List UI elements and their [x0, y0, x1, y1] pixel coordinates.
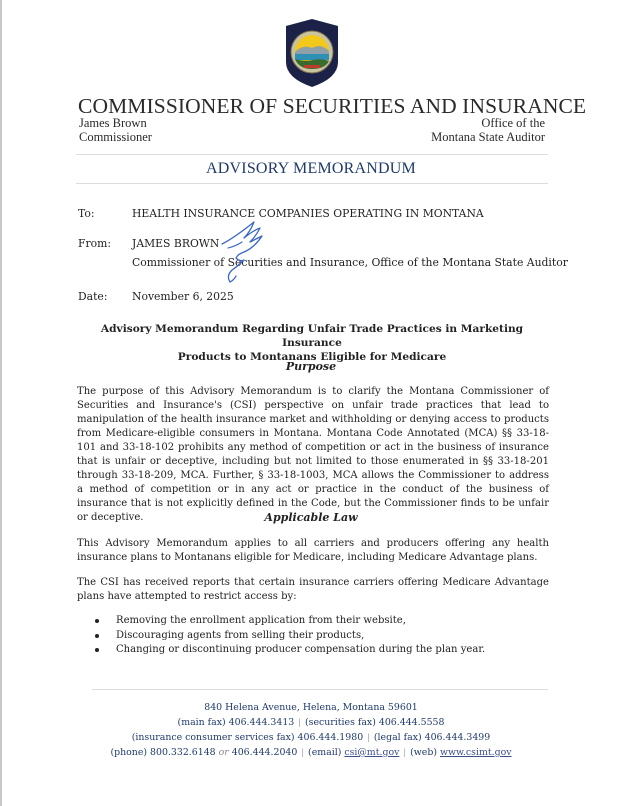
footer-address: 840 Helena Avenue, Helena, Montana 59601	[204, 702, 418, 713]
header-divider-top	[76, 154, 548, 155]
phone-label: (phone)	[110, 747, 148, 758]
montana-state-seal-icon	[283, 18, 341, 88]
subject-line-1: Advisory Memorandum Regarding Unfair Trade Practices in Marketing Insurance	[100, 323, 524, 349]
separator: |	[301, 748, 305, 757]
bullet-icon	[95, 648, 99, 652]
website-link[interactable]: www.csimt.gov	[439, 747, 512, 758]
or-text: or	[218, 747, 229, 758]
web-label: (web)	[410, 747, 437, 758]
document-type-title: ADVISORY MEMORANDUM	[206, 160, 416, 177]
bullet-icon	[95, 634, 99, 638]
footer-divider	[92, 689, 548, 690]
list-item: Changing or discontinuing producer compensation during the plan year.	[95, 643, 485, 658]
from-label: From:	[78, 237, 112, 250]
footer-fax-line-1	[2, 715, 618, 730]
separator: |	[367, 733, 370, 742]
email-label: (email)	[308, 747, 342, 758]
restricted-access-list	[95, 614, 485, 658]
date-value: November 6, 2025	[132, 290, 234, 303]
header-divider-bottom	[76, 183, 548, 184]
handwritten-signature-icon	[220, 218, 282, 286]
phone-number-1: 800.332.6148	[150, 747, 216, 758]
commissioner-role: Commissioner	[79, 130, 152, 144]
list-item: Removing the enrollment application from their website,	[95, 614, 485, 629]
footer-contact	[2, 700, 618, 760]
email-link[interactable]: csi@mt.gov	[344, 747, 400, 758]
bullet-icon	[95, 619, 99, 623]
office-line-1: Office of the	[481, 116, 545, 130]
applicable-law-paragraph-2: The CSI has received reports that certain insurance carriers offering Medicare Advantage plans have attempted to restrict access by:	[77, 577, 549, 602]
office-block	[431, 116, 545, 144]
date-label: Date:	[78, 290, 108, 303]
subject-line-2: Products to Montanans Eligible for Medicare	[177, 351, 447, 363]
footer-fax-line-2	[2, 730, 618, 745]
separator: |	[403, 748, 407, 757]
main-fax: (main fax) 406.444.3413	[177, 717, 295, 728]
footer-contact-line	[2, 745, 618, 760]
legal-fax: (legal fax) 406.444.3499	[373, 732, 491, 743]
memo-subject	[72, 322, 552, 364]
agency-title: COMMISSIONER OF SECURITIES AND INSURANCE	[78, 94, 587, 118]
securities-fax: (securities fax) 406.444.5558	[304, 717, 445, 728]
from-name: JAMES BROWN	[132, 237, 220, 250]
consumer-services-fax: (insurance consumer services fax) 406.444.1980	[131, 732, 364, 743]
commissioner-name: James Brown	[79, 116, 147, 130]
to-value: HEALTH INSURANCE COMPANIES OPERATING IN MONTANA	[132, 207, 484, 220]
commissioner-block	[79, 116, 152, 144]
phone-number-2: 406.444.2040	[231, 747, 298, 758]
list-item: Discouraging agents from selling their products,	[95, 629, 485, 644]
applicable-law-heading: Applicable Law	[264, 511, 358, 524]
purpose-heading: Purpose	[285, 360, 337, 373]
purpose-paragraph: The purpose of this Advisory Memorandum is to clarify the Montana Commissioner of Securities and Insurance's (CSI) perspective on unfair trade practices that lead to manipulation of the health insurance market and withholding or denying access to products from Medicare-eligible consumers in Montana. Montana Code Annotated (MCA) §§ 33-18-101 and 33-18-102 prohibits any method of competition or act in the business of insurance that is unfair or deceptive, including but not limited to those enumerated in §§ 33-18-201 through 33-18-209, MCA. Further, § 33-18-1003, MCA allows the Commissioner to address a method of competition or in any act or practice in the conduct of the business of insurance that is not explicitly defined in the Code, but the Commissioner finds to be unfair or deceptive.	[77, 386, 549, 523]
separator: |	[298, 718, 301, 727]
from-title: Commissioner of Securities and Insurance, Office of the Montana State Auditor	[132, 256, 568, 269]
office-line-2: Montana State Auditor	[431, 130, 545, 144]
to-label: To:	[78, 207, 95, 220]
applicable-law-paragraph-1: This Advisory Memorandum applies to all carriers and producers offering any health insurance plans to Montanans eligible for Medicare, including Medicare Advantage plans.	[77, 538, 549, 563]
